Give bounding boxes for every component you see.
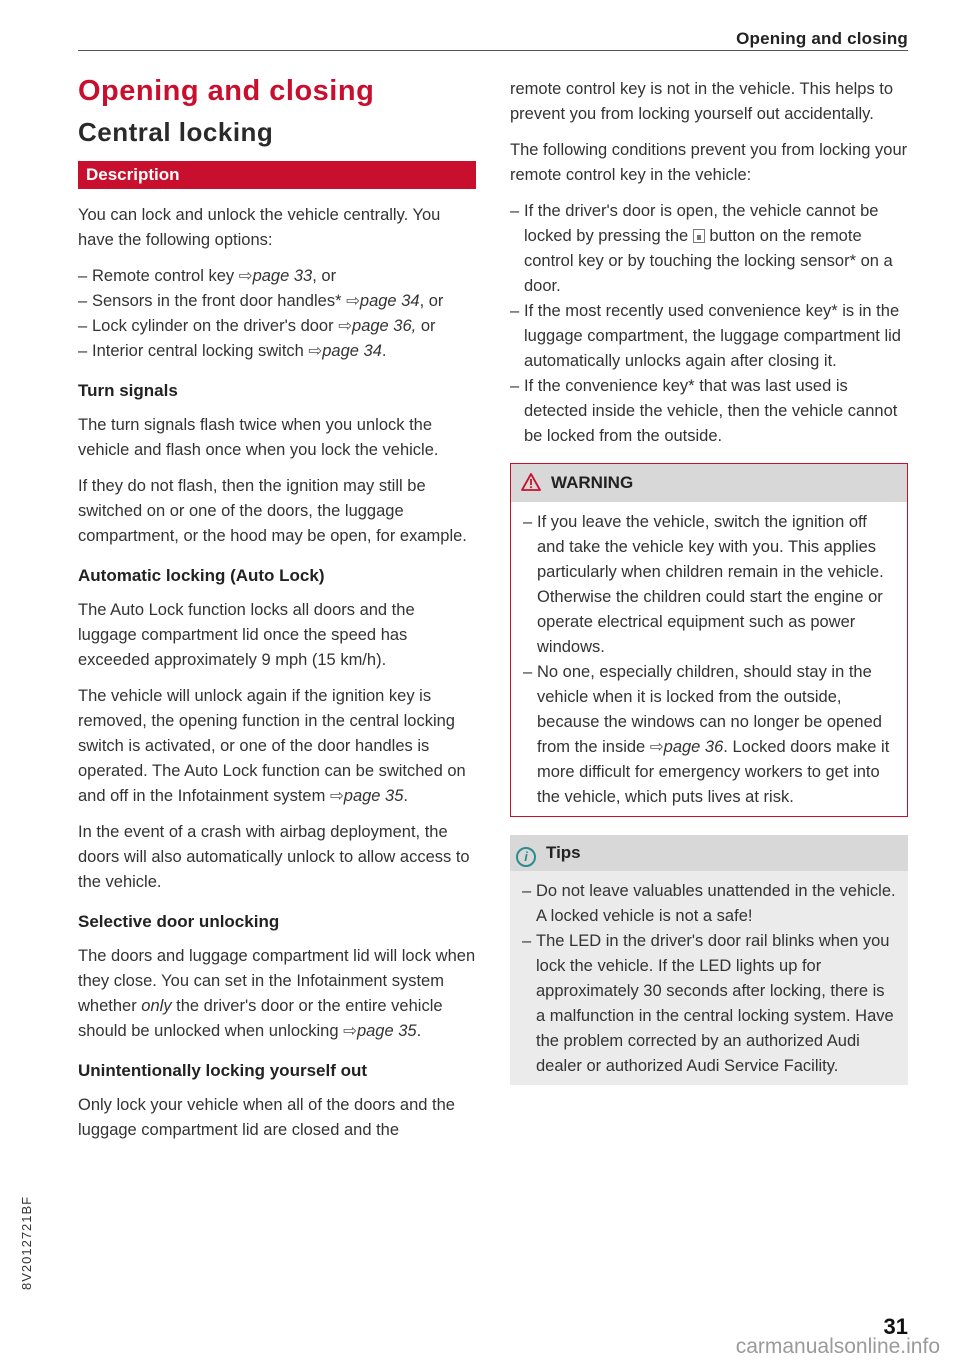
section-title: Central locking [78, 117, 274, 147]
lock-button-icon [693, 229, 705, 243]
page-ref-link[interactable]: page 34 [359, 292, 420, 310]
tips-header [510, 835, 908, 871]
selective-unlocking-heading: Selective door unlocking [78, 912, 280, 931]
page-ref-link[interactable]: page 36, [352, 317, 417, 335]
warning-item: – If you leave the vehicle, switch the ignition off and take the vehicle key with you. This applies particularly when children remain in the vehicle. Otherwise the children could start the engine or operate electrical equipment such as power windows. [523, 510, 897, 660]
right-column [510, 77, 908, 1085]
warning-body [511, 502, 907, 816]
tips-title: Tips [546, 843, 581, 862]
option-item: – Remote control key ⇨page 33, or [78, 264, 476, 289]
page-ref-link[interactable]: page 34 [322, 342, 382, 360]
warning-item: – No one, especially children, should stay in the vehicle when it is locked from the outside, because the windows can no longer be opened from the inside ⇨page 36. Locked doors make it more difficult for emergency workers to get into the vehicle, which puts lives at risk. [523, 660, 897, 810]
condition-item: – If the driver's door is open, the vehicle cannot be locked by pressing the button on the remote control key or by touching the locking sensor* on a door. [510, 199, 908, 299]
lockout-heading: Unintentionally locking yourself out [78, 1061, 368, 1080]
condition-item: – If the convenience key* that was last used is detected inside the vehicle, then the vehicle cannot be locked from the outside. [510, 374, 908, 449]
turn-signals-paragraph: The turn signals flash twice when you unlock the vehicle and flash once when you lock the vehicle. [78, 416, 439, 459]
option-item: – Interior central locking switch ⇨page 34. [78, 339, 476, 364]
options-list [78, 264, 476, 364]
tips-body [510, 871, 908, 1085]
page-number: 31 [883, 1314, 908, 1339]
tip-item: – Do not leave valuables unattended in the vehicle. A locked vehicle is not a safe! [522, 879, 898, 929]
chapter-title: Opening and closing [78, 75, 375, 107]
intro-paragraph: You can lock and unlock the vehicle centrally. You have the following options: [78, 206, 441, 249]
tips-box [510, 835, 908, 1085]
document-code: 8V2012721BF [19, 1195, 34, 1290]
conditions-intro: The following conditions prevent you from locking your remote control key in the vehicle: [510, 141, 908, 184]
left-column [78, 203, 476, 1154]
page-ref-link[interactable]: page 36 [663, 738, 724, 756]
tip-item: – The LED in the driver's door rail blinks when you lock the vehicle. If the LED lights up for approximately 30 seconds after locking, there is a malfunction in the central locking system. Have the problem corrected by an authorized Audi dealer or authorized Audi Service Facility. [522, 929, 898, 1079]
auto-lock-paragraph: The vehicle will unlock again if the ignition key is removed, the opening function in the central locking switch is activated, or one of the door handles is operated. The Auto Lock function can be switched on and off in the Infotainment system ⇨page 35. [78, 687, 466, 805]
description-bar: Description [78, 161, 476, 189]
turn-signals-paragraph: If they do not flash, then the ignition may still be switched on or one of the doors, the luggage compartment, or the hood may be open, for example. [78, 477, 467, 545]
warning-triangle-icon [521, 473, 541, 491]
lockout-paragraph: Only lock your vehicle when all of the doors and the luggage compartment lid are closed and the [78, 1096, 455, 1139]
running-header: Opening and closing [736, 29, 908, 48]
auto-lock-heading: Automatic locking (Auto Lock) [78, 566, 325, 585]
condition-item: – If the most recently used convenience key* is in the luggage compartment, the luggage compartment lid automatically unlocks again after closing it. [510, 299, 908, 374]
page-ref-link[interactable]: page 35 [356, 1022, 417, 1040]
info-icon: i [516, 847, 536, 867]
page-ref-link[interactable]: page 35 [343, 787, 404, 805]
warning-box [510, 463, 908, 817]
warning-header [511, 464, 907, 502]
auto-lock-paragraph: The Auto Lock function locks all doors and the luggage compartment lid once the speed has exceeded approximately 9 mph (15 km/h). [78, 601, 415, 669]
conditions-list [510, 199, 908, 449]
auto-lock-paragraph: In the event of a crash with airbag deployment, the doors will also automatically unlock to allow access to the vehicle. [78, 823, 470, 891]
turn-signals-heading: Turn signals [78, 381, 178, 400]
watermark: carmanualsonline.info [735, 1335, 940, 1358]
continued-paragraph: remote control key is not in the vehicle. This helps to prevent you from locking yourself out accidentally. [510, 80, 894, 123]
warning-title: WARNING [551, 473, 634, 492]
option-item: – Lock cylinder on the driver's door ⇨page 36, or [78, 314, 476, 339]
selective-unlocking-paragraph: The doors and luggage compartment lid will lock when they close. You can set in the Infotainment system whether only the driver's door or the entire vehicle should be unlocked when unlocking ⇨page 35. [78, 947, 476, 1040]
page-ref-link[interactable]: page 33 [252, 267, 313, 285]
option-item: – Sensors in the front door handles* ⇨page 34, or [78, 289, 476, 314]
